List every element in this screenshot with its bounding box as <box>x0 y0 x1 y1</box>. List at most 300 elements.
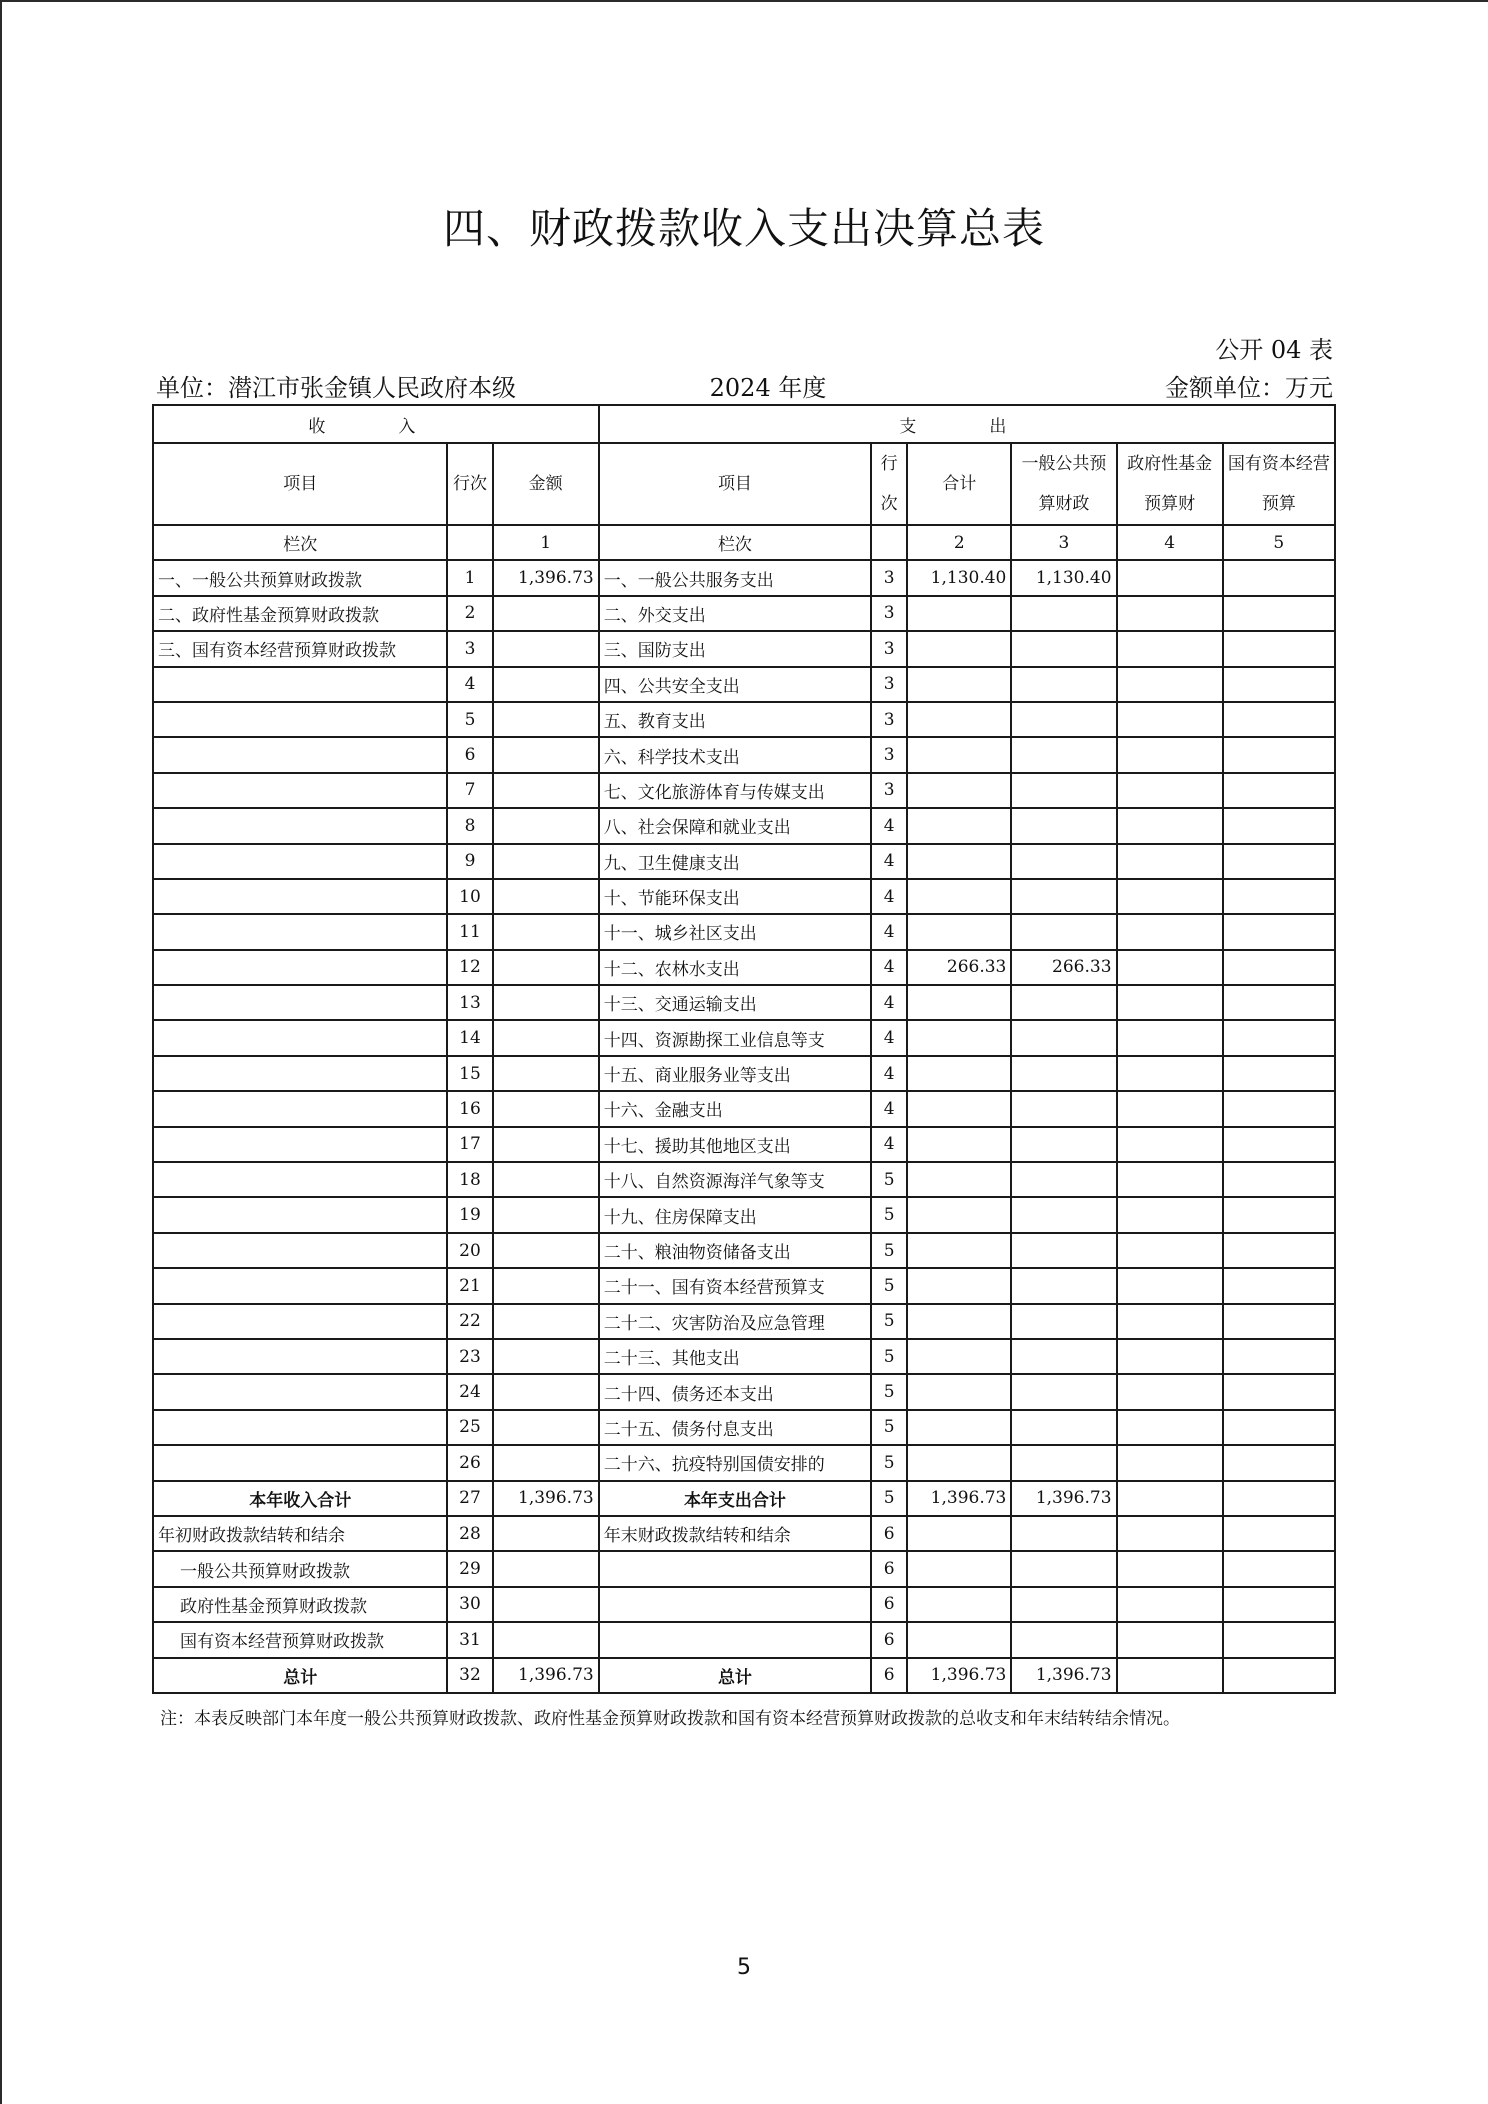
expense-total <box>907 773 1011 808</box>
income-amount <box>493 1374 599 1409</box>
expense-general-budget <box>1011 1551 1116 1586</box>
expense-general-budget <box>1011 844 1116 879</box>
income-row-no: 30 <box>447 1587 492 1622</box>
income-amount <box>493 1268 599 1303</box>
table-row <box>153 985 1335 1020</box>
expense-item: 二十一、国有资本经营预算支 <box>599 1268 871 1303</box>
expense-fund-budget <box>1117 1481 1223 1516</box>
expense-item: 十三、交通运输支出 <box>599 985 871 1020</box>
income-item <box>153 985 447 1020</box>
expense-row-no: 5 <box>871 1304 907 1339</box>
table-row <box>153 1410 1335 1445</box>
expense-fund-budget <box>1117 1516 1223 1551</box>
income-item <box>153 1410 447 1445</box>
expense-item: 五、教育支出 <box>599 702 871 737</box>
income-amount <box>493 808 599 843</box>
income-amount <box>493 596 599 631</box>
expense-general-budget <box>1011 1020 1116 1055</box>
expense-general-budget <box>1011 1304 1116 1339</box>
expense-general-budget <box>1011 879 1116 914</box>
col-num-1: 1 <box>493 525 599 560</box>
expense-state-capital <box>1223 1197 1335 1232</box>
expense-fund-budget <box>1117 1551 1223 1586</box>
expense-row-no: 5 <box>871 1481 907 1516</box>
empty-cell <box>871 525 907 560</box>
expense-row-no: 6 <box>871 1587 907 1622</box>
income-row-no: 4 <box>447 667 492 702</box>
expense-row-no: 6 <box>871 1551 907 1586</box>
expense-total <box>907 1197 1011 1232</box>
expense-state-capital <box>1223 667 1335 702</box>
income-item <box>153 737 447 772</box>
expense-state-capital <box>1223 1268 1335 1303</box>
expense-row-no: 3 <box>871 702 907 737</box>
expense-general-budget <box>1011 808 1116 843</box>
expense-fund-budget <box>1117 773 1223 808</box>
expense-item: 四、公共安全支出 <box>599 667 871 702</box>
expense-fund-budget <box>1117 1233 1223 1268</box>
expense-item: 七、文化旅游体育与传媒支出 <box>599 773 871 808</box>
expense-state-capital <box>1223 844 1335 879</box>
expense-item: 十五、商业服务业等支出 <box>599 1056 871 1091</box>
row-label-expense: 栏次 <box>599 525 871 560</box>
table-row <box>153 773 1335 808</box>
income-row-no: 14 <box>447 1020 492 1055</box>
expense-row-no: 6 <box>871 1516 907 1551</box>
expense-state-capital <box>1223 1233 1335 1268</box>
expense-general-budget <box>1011 1622 1116 1657</box>
expense-row-no: 4 <box>871 950 907 985</box>
expense-item: 二、外交支出 <box>599 596 871 631</box>
expense-fund-budget <box>1117 1587 1223 1622</box>
expense-row-no: 6 <box>871 1658 907 1693</box>
expense-state-capital <box>1223 1622 1335 1657</box>
income-amount <box>493 667 599 702</box>
income-item <box>153 879 447 914</box>
expense-row-no: 5 <box>871 1268 907 1303</box>
expense-fund-budget <box>1117 596 1223 631</box>
expense-row-no: 4 <box>871 985 907 1020</box>
income-amount <box>493 1197 599 1232</box>
expense-general-budget <box>1011 737 1116 772</box>
expense-general-budget <box>1011 1127 1116 1162</box>
expense-fund-budget <box>1117 1445 1223 1480</box>
expense-total <box>907 631 1011 666</box>
expense-total <box>907 1268 1011 1303</box>
column-header-row <box>153 443 1335 525</box>
table-row <box>153 950 1335 985</box>
page-edge-top <box>0 0 1488 2</box>
expense-fund-budget <box>1117 1410 1223 1445</box>
expense-row-no: 4 <box>871 808 907 843</box>
table-row <box>153 1481 1335 1516</box>
income-item: 三、国有资本经营预算财政拨款 <box>153 631 447 666</box>
expense-item: 十九、住房保障支出 <box>599 1197 871 1232</box>
expense-total <box>907 844 1011 879</box>
col-income-row-no: 行次 <box>447 443 492 525</box>
expense-state-capital <box>1223 1481 1335 1516</box>
expense-fund-budget <box>1117 737 1223 772</box>
expense-item: 二十五、债务付息支出 <box>599 1410 871 1445</box>
income-item <box>153 773 447 808</box>
expense-total <box>907 596 1011 631</box>
page-edge-left <box>0 0 2 2104</box>
expense-total <box>907 1551 1011 1586</box>
table-row <box>153 1551 1335 1586</box>
income-item <box>153 1233 447 1268</box>
expense-total <box>907 914 1011 949</box>
income-amount <box>493 1127 599 1162</box>
income-row-no: 28 <box>447 1516 492 1551</box>
income-row-no: 29 <box>447 1551 492 1586</box>
income-row-no: 9 <box>447 844 492 879</box>
expense-row-no: 3 <box>871 596 907 631</box>
table-row <box>153 596 1335 631</box>
table-row <box>153 1622 1335 1657</box>
expense-general-budget <box>1011 1197 1116 1232</box>
income-amount <box>493 914 599 949</box>
expense-item: 二十四、债务还本支出 <box>599 1374 871 1409</box>
income-row-no: 20 <box>447 1233 492 1268</box>
expense-general-budget <box>1011 1339 1116 1374</box>
table-row <box>153 1374 1335 1409</box>
expense-total <box>907 1374 1011 1409</box>
expense-total <box>907 808 1011 843</box>
table-row <box>153 737 1335 772</box>
expense-item: 十七、援助其他地区支出 <box>599 1127 871 1162</box>
income-row-no: 5 <box>447 702 492 737</box>
expense-row-no: 3 <box>871 631 907 666</box>
income-item <box>153 1339 447 1374</box>
expense-header: 支 出 <box>599 405 1335 443</box>
expense-state-capital <box>1223 1056 1335 1091</box>
income-item <box>153 844 447 879</box>
expense-fund-budget <box>1117 1658 1223 1693</box>
income-row-no: 3 <box>447 631 492 666</box>
income-row-no: 31 <box>447 1622 492 1657</box>
col-num-3: 3 <box>1011 525 1116 560</box>
expense-total <box>907 702 1011 737</box>
income-amount: 1,396.73 <box>493 1481 599 1516</box>
table-row <box>153 1658 1335 1693</box>
table-row <box>153 1197 1335 1232</box>
expense-general-budget: 1,396.73 <box>1011 1658 1116 1693</box>
expense-general-budget <box>1011 1268 1116 1303</box>
col-fund-budget: 政府性基金预算财 <box>1117 443 1223 525</box>
expense-general-budget <box>1011 1233 1116 1268</box>
money-unit: 金额单位：万元 <box>1165 374 1333 402</box>
expense-total <box>907 1056 1011 1091</box>
expense-total <box>907 1304 1011 1339</box>
table-row <box>153 1339 1335 1374</box>
table-row <box>153 667 1335 702</box>
col-num-2: 2 <box>907 525 1011 560</box>
income-amount <box>493 1091 599 1126</box>
expense-total: 1,396.73 <box>907 1658 1011 1693</box>
income-item: 一、一般公共预算财政拨款 <box>153 560 447 595</box>
expense-fund-budget <box>1117 1374 1223 1409</box>
income-row-no: 19 <box>447 1197 492 1232</box>
expense-row-no: 4 <box>871 1056 907 1091</box>
expense-total <box>907 1516 1011 1551</box>
table-row <box>153 1268 1335 1303</box>
expense-state-capital <box>1223 596 1335 631</box>
col-num-5: 5 <box>1223 525 1335 560</box>
expense-state-capital <box>1223 985 1335 1020</box>
income-amount <box>493 1516 599 1551</box>
income-row-no: 25 <box>447 1410 492 1445</box>
expense-item: 九、卫生健康支出 <box>599 844 871 879</box>
expense-state-capital <box>1223 1445 1335 1480</box>
income-amount <box>493 1020 599 1055</box>
income-amount <box>493 1162 599 1197</box>
expense-item: 十四、资源勘探工业信息等支 <box>599 1020 871 1055</box>
expense-row-no: 3 <box>871 737 907 772</box>
income-amount <box>493 844 599 879</box>
expense-item: 一、一般公共服务支出 <box>599 560 871 595</box>
expense-total: 1,130.40 <box>907 560 1011 595</box>
expense-item: 二十三、其他支出 <box>599 1339 871 1374</box>
table-row <box>153 1020 1335 1055</box>
expense-total <box>907 1587 1011 1622</box>
table-row <box>153 1516 1335 1551</box>
expense-general-budget <box>1011 914 1116 949</box>
expense-state-capital <box>1223 879 1335 914</box>
expense-item <box>599 1551 871 1586</box>
expense-item: 总计 <box>599 1658 871 1693</box>
expense-item: 十、节能环保支出 <box>599 879 871 914</box>
expense-row-no: 4 <box>871 844 907 879</box>
expense-row-no: 5 <box>871 1339 907 1374</box>
expense-state-capital <box>1223 1587 1335 1622</box>
page-number: 5 <box>737 1955 751 1980</box>
expense-fund-budget <box>1117 950 1223 985</box>
expense-item: 十一、城乡社区支出 <box>599 914 871 949</box>
expense-state-capital <box>1223 914 1335 949</box>
expense-general-budget <box>1011 1516 1116 1551</box>
income-row-no: 16 <box>447 1091 492 1126</box>
income-amount <box>493 631 599 666</box>
footnote: 注：本表反映部门本年度一般公共预算财政拨款、政府性基金预算财政拨款和国有资本经营预算财政拨款的总收支和年末结转结余情况。 <box>160 1709 1180 1729</box>
income-amount: 1,396.73 <box>493 560 599 595</box>
expense-state-capital <box>1223 950 1335 985</box>
expense-state-capital <box>1223 737 1335 772</box>
income-amount <box>493 702 599 737</box>
expense-fund-budget <box>1117 1339 1223 1374</box>
expense-row-no: 5 <box>871 1162 907 1197</box>
expense-state-capital <box>1223 560 1335 595</box>
income-row-no: 26 <box>447 1445 492 1480</box>
expense-state-capital <box>1223 631 1335 666</box>
expense-item <box>599 1587 871 1622</box>
income-row-no: 24 <box>447 1374 492 1409</box>
table-row <box>153 879 1335 914</box>
expense-state-capital <box>1223 1304 1335 1339</box>
fiscal-summary-table <box>152 404 1336 1694</box>
expense-fund-budget <box>1117 1304 1223 1339</box>
expense-fund-budget <box>1117 631 1223 666</box>
income-amount <box>493 1587 599 1622</box>
income-row-no: 15 <box>447 1056 492 1091</box>
expense-total <box>907 1233 1011 1268</box>
expense-general-budget <box>1011 773 1116 808</box>
income-amount <box>493 773 599 808</box>
column-number-row <box>153 525 1335 560</box>
col-expense-total: 合计 <box>907 443 1011 525</box>
income-item <box>153 808 447 843</box>
income-row-no: 13 <box>447 985 492 1020</box>
income-amount <box>493 879 599 914</box>
expense-total <box>907 1091 1011 1126</box>
expense-fund-budget <box>1117 560 1223 595</box>
expense-state-capital <box>1223 1374 1335 1409</box>
expense-item: 十二、农林水支出 <box>599 950 871 985</box>
income-item <box>153 1197 447 1232</box>
expense-fund-budget <box>1117 702 1223 737</box>
expense-general-budget: 1,396.73 <box>1011 1481 1116 1516</box>
table-row <box>153 1304 1335 1339</box>
expense-item <box>599 1622 871 1657</box>
income-item <box>153 1056 447 1091</box>
income-row-no: 7 <box>447 773 492 808</box>
expense-total: 266.33 <box>907 950 1011 985</box>
income-item: 二、政府性基金预算财政拨款 <box>153 596 447 631</box>
income-row-no: 8 <box>447 808 492 843</box>
expense-fund-budget <box>1117 1091 1223 1126</box>
expense-total <box>907 1162 1011 1197</box>
col-income-item: 项目 <box>153 443 447 525</box>
income-row-no: 18 <box>447 1162 492 1197</box>
col-general-budget: 一般公共预算财政 <box>1011 443 1116 525</box>
expense-general-budget <box>1011 1056 1116 1091</box>
col-state-capital: 国有资本经营预算 <box>1223 443 1335 525</box>
table-row <box>153 1233 1335 1268</box>
expense-item: 三、国防支出 <box>599 631 871 666</box>
expense-row-no: 5 <box>871 1233 907 1268</box>
income-amount <box>493 1304 599 1339</box>
expense-general-budget <box>1011 1410 1116 1445</box>
col-income-amount: 金额 <box>493 443 599 525</box>
income-row-no: 27 <box>447 1481 492 1516</box>
expense-row-no: 6 <box>871 1622 907 1657</box>
expense-row-no: 5 <box>871 1374 907 1409</box>
expense-item: 年末财政拨款结转和结余 <box>599 1516 871 1551</box>
table-row <box>153 1127 1335 1162</box>
expense-row-no: 4 <box>871 1020 907 1055</box>
expense-row-no: 4 <box>871 914 907 949</box>
expense-general-budget <box>1011 1374 1116 1409</box>
section-header-row <box>153 405 1335 443</box>
table-row <box>153 1445 1335 1480</box>
expense-item: 六、科学技术支出 <box>599 737 871 772</box>
expense-fund-budget <box>1117 1268 1223 1303</box>
income-item: 一般公共预算财政拨款 <box>153 1551 447 1586</box>
expense-state-capital <box>1223 1658 1335 1693</box>
expense-item: 本年支出合计 <box>599 1481 871 1516</box>
expense-state-capital <box>1223 808 1335 843</box>
expense-fund-budget <box>1117 1127 1223 1162</box>
income-amount <box>493 985 599 1020</box>
income-amount <box>493 1445 599 1480</box>
expense-general-budget: 1,130.40 <box>1011 560 1116 595</box>
expense-general-budget <box>1011 1445 1116 1480</box>
expense-fund-budget <box>1117 808 1223 843</box>
expense-state-capital <box>1223 1091 1335 1126</box>
income-item <box>153 1162 447 1197</box>
expense-row-no: 4 <box>871 879 907 914</box>
income-amount: 1,396.73 <box>493 1658 599 1693</box>
income-item <box>153 702 447 737</box>
col-expense-item: 项目 <box>599 443 871 525</box>
income-amount <box>493 1339 599 1374</box>
expense-state-capital <box>1223 1410 1335 1445</box>
expense-item: 二十二、灾害防治及应急管理 <box>599 1304 871 1339</box>
expense-state-capital <box>1223 1516 1335 1551</box>
income-item <box>153 1091 447 1126</box>
expense-fund-budget <box>1117 985 1223 1020</box>
table-row <box>153 844 1335 879</box>
income-item <box>153 914 447 949</box>
expense-state-capital <box>1223 1127 1335 1162</box>
expense-row-no: 5 <box>871 1197 907 1232</box>
expense-item: 八、社会保障和就业支出 <box>599 808 871 843</box>
income-amount <box>493 1233 599 1268</box>
income-header: 收 入 <box>153 405 599 443</box>
income-amount <box>493 950 599 985</box>
table-row <box>153 914 1335 949</box>
income-amount <box>493 1410 599 1445</box>
col-expense-row-no: 行次 <box>871 443 907 525</box>
income-item: 国有资本经营预算财政拨款 <box>153 1622 447 1657</box>
expense-general-budget <box>1011 1091 1116 1126</box>
income-item <box>153 667 447 702</box>
expense-row-no: 4 <box>871 1127 907 1162</box>
unit-label: 单位：潜江市张金镇人民政府本级 <box>156 374 516 402</box>
expense-total <box>907 1127 1011 1162</box>
income-row-no: 1 <box>447 560 492 595</box>
income-amount <box>493 1622 599 1657</box>
income-amount <box>493 1056 599 1091</box>
table-row <box>153 1056 1335 1091</box>
expense-total <box>907 879 1011 914</box>
empty-cell <box>447 525 492 560</box>
expense-total <box>907 1410 1011 1445</box>
income-item <box>153 1127 447 1162</box>
expense-fund-budget <box>1117 1056 1223 1091</box>
income-item: 本年收入合计 <box>153 1481 447 1516</box>
income-row-no: 12 <box>447 950 492 985</box>
income-item <box>153 1304 447 1339</box>
income-row-no: 22 <box>447 1304 492 1339</box>
expense-fund-budget <box>1117 879 1223 914</box>
expense-state-capital <box>1223 1162 1335 1197</box>
income-item <box>153 1020 447 1055</box>
table-row <box>153 1162 1335 1197</box>
expense-item: 十六、金融支出 <box>599 1091 871 1126</box>
income-row-no: 10 <box>447 879 492 914</box>
income-item <box>153 1374 447 1409</box>
expense-fund-budget <box>1117 1020 1223 1055</box>
expense-fund-budget <box>1117 914 1223 949</box>
expense-total <box>907 985 1011 1020</box>
table-row <box>153 560 1335 595</box>
expense-state-capital <box>1223 1020 1335 1055</box>
table-row <box>153 1587 1335 1622</box>
expense-row-no: 5 <box>871 1410 907 1445</box>
expense-state-capital <box>1223 773 1335 808</box>
expense-fund-budget <box>1117 1162 1223 1197</box>
form-number: 公开 04 表 <box>1215 336 1333 364</box>
